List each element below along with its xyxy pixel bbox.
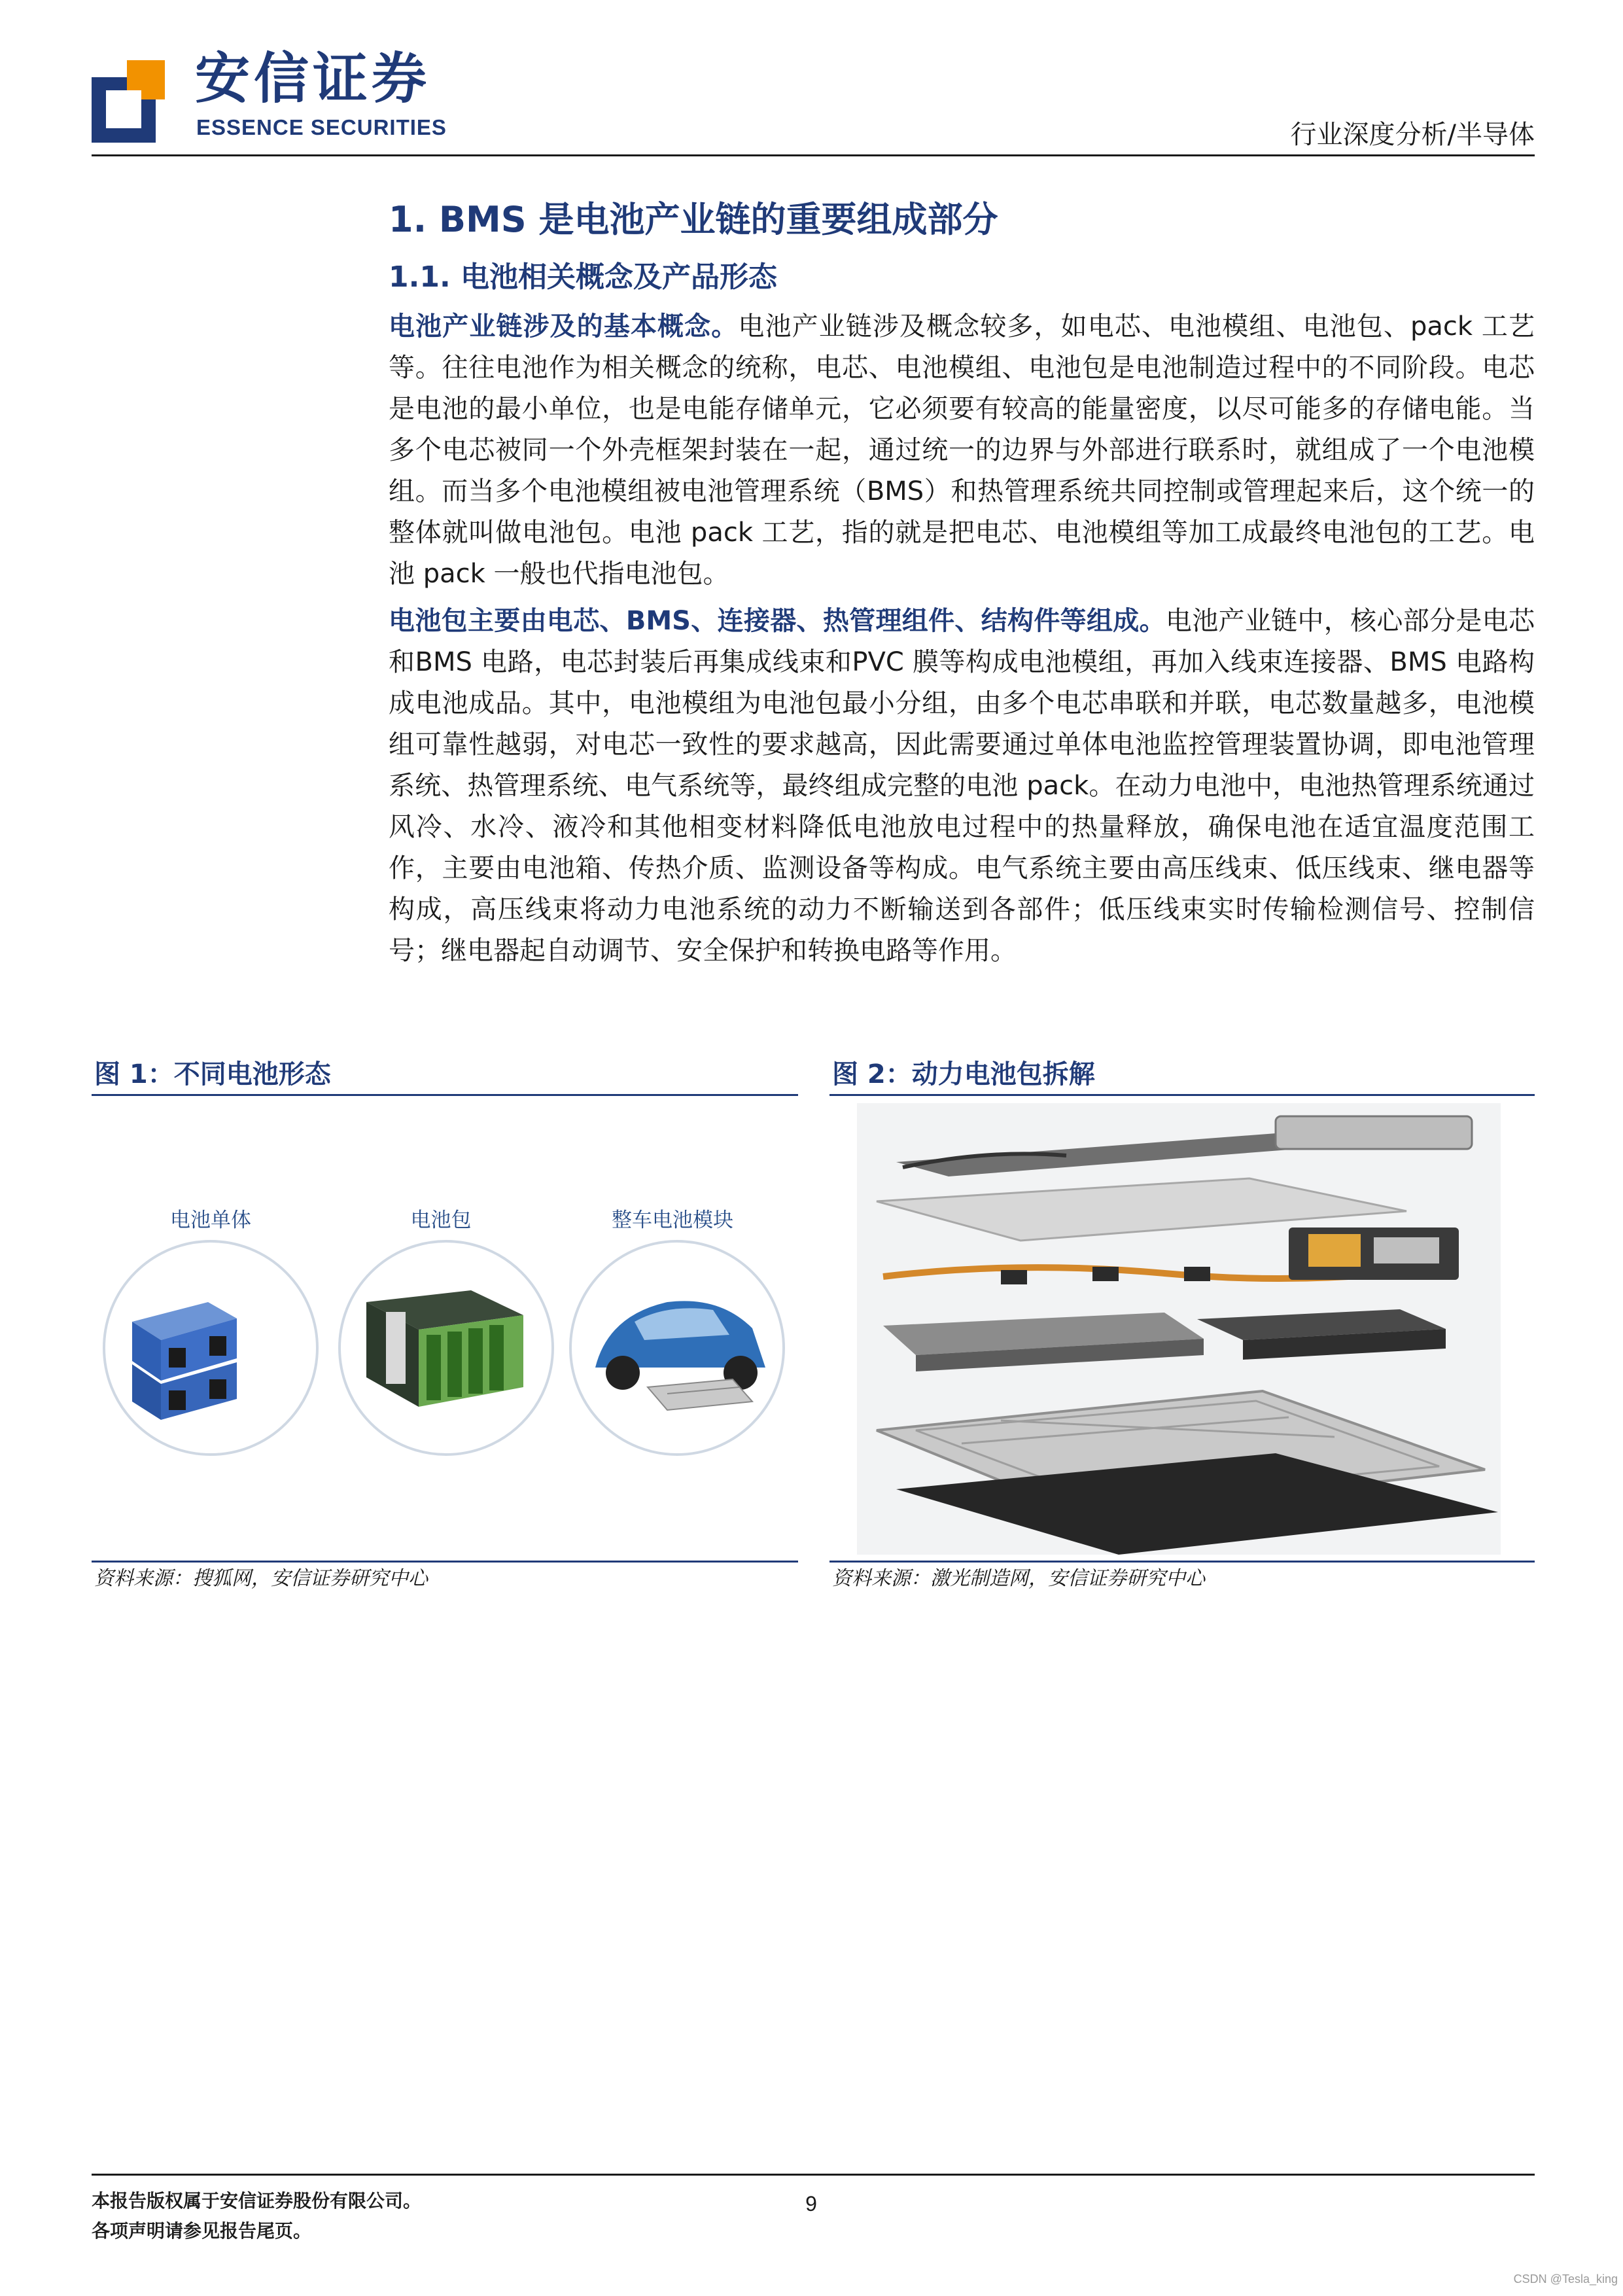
label-vehicle-battery-module: 整车电池模块 xyxy=(612,1209,733,1232)
brand-name-english: ESSENCE SECURITIES xyxy=(196,115,447,139)
paragraph-pack-composition xyxy=(389,601,1535,972)
figure-2-title-rule xyxy=(829,1094,1535,1096)
figure-2-title: 图 2：动力电池包拆解 xyxy=(832,1059,1095,1089)
figure-2-source-rule xyxy=(829,1561,1535,1563)
paragraph-lead: 电池产业链涉及的基本概念。 xyxy=(389,311,739,342)
brand-name: 安信证券 xyxy=(195,46,431,111)
figure-1-title-rule xyxy=(92,1094,798,1096)
figure-2-source: 资料来源：激光制造网，安信证券研究中心 xyxy=(832,1567,1205,1590)
copyright-notice: 本报告版权属于安信证券股份有限公司。 xyxy=(92,2190,422,2212)
disclaimer-notice: 各项声明请参见报告尾页。 xyxy=(92,2220,312,2242)
label-battery-cell: 电池单体 xyxy=(170,1209,251,1232)
figure-1-source: 资料来源：搜狐网，安信证券研究中心 xyxy=(94,1567,428,1590)
paragraph-body: 电池产业链中，核心部分是电芯和BMS 电路，电芯封装后再集成线束和PVC 膜等构成电池模组，再加入线束连接器、BMS 电路构成电池成品。其中，电池模组为电池包最小分组，由多个电芯串联和并联，电芯数量越多，电池模组可靠性越弱，对电芯一致性的要求越高，因此需要通过单体电池监控管理装置协调，即电池管理系统、热管理系统、电气系统等，最终组成完整的电池 pack。在动力电池中，电池热管理系统通过风冷、水冷、液冷和其他相变材料降低电池放电过程中的热量释放，确保电池在适宜温度范围工作，主要由电池箱、传热介质、监测设备等构成。电气系统主要由高压线束、低压线束、继电器等构成，高压线束将动力电池系统的动力不断输送到各部件；低压线束实时传输检测信号、控制信号；继电器起自动调节、安全保护和转换电路等作用。 xyxy=(389,606,1535,966)
report-category-tag: 行业深度分析/半导体 xyxy=(1290,120,1535,150)
figure-1-source-rule xyxy=(92,1561,798,1563)
company-logo-icon xyxy=(92,60,165,143)
battery-forms-illustration xyxy=(92,1230,798,1466)
section-heading: 1. BMS 是电池产业链的重要组成部分 xyxy=(389,199,998,240)
figure-1-title: 图 1：不同电池形态 xyxy=(94,1059,331,1089)
subsection-heading: 1.1. 电池相关概念及产品形态 xyxy=(389,260,777,294)
paragraph-lead: 电池包主要由电芯、BMS、连接器、热管理组件、结构件等组成。 xyxy=(389,606,1166,636)
watermark: CSDN @Tesla_king xyxy=(1513,2272,1618,2286)
battery-pack-exploded-view-image xyxy=(857,1103,1501,1555)
paragraph-body: 电池产业链涉及概念较多，如电芯、电池模组、电池包、pack 工艺等。往往电池作为相关概念的统称，电芯、电池模组、电池包是电池制造过程中的不同阶段。电芯是电池的最小单位，也是电能存储单元，它必须要有较高的能量密度，以尽可能多的存储电能。当多个电芯被同一个外壳框架封装在一起，通过统一的边界与外部进行联系时，就组成了一个电池模组。而当多个电池模组被电池管理系统（BMS）和热管理系统共同控制或管理起来后，这个统一的整体就叫做电池包。电池 pack 工艺，指的就是把电芯、电池模组等加工成最终电池包的工艺。电池 pack 一般也代指电池包。 xyxy=(389,311,1535,589)
label-battery-pack: 电池包 xyxy=(410,1209,472,1232)
battery-pack-image xyxy=(340,1241,553,1455)
header-divider xyxy=(92,154,1535,156)
vehicle-battery-module-image xyxy=(570,1241,784,1455)
page-number: 9 xyxy=(805,2192,817,2216)
battery-cell-image xyxy=(104,1241,317,1455)
footer-divider xyxy=(92,2174,1535,2176)
paragraph-basic-concepts xyxy=(389,306,1535,595)
